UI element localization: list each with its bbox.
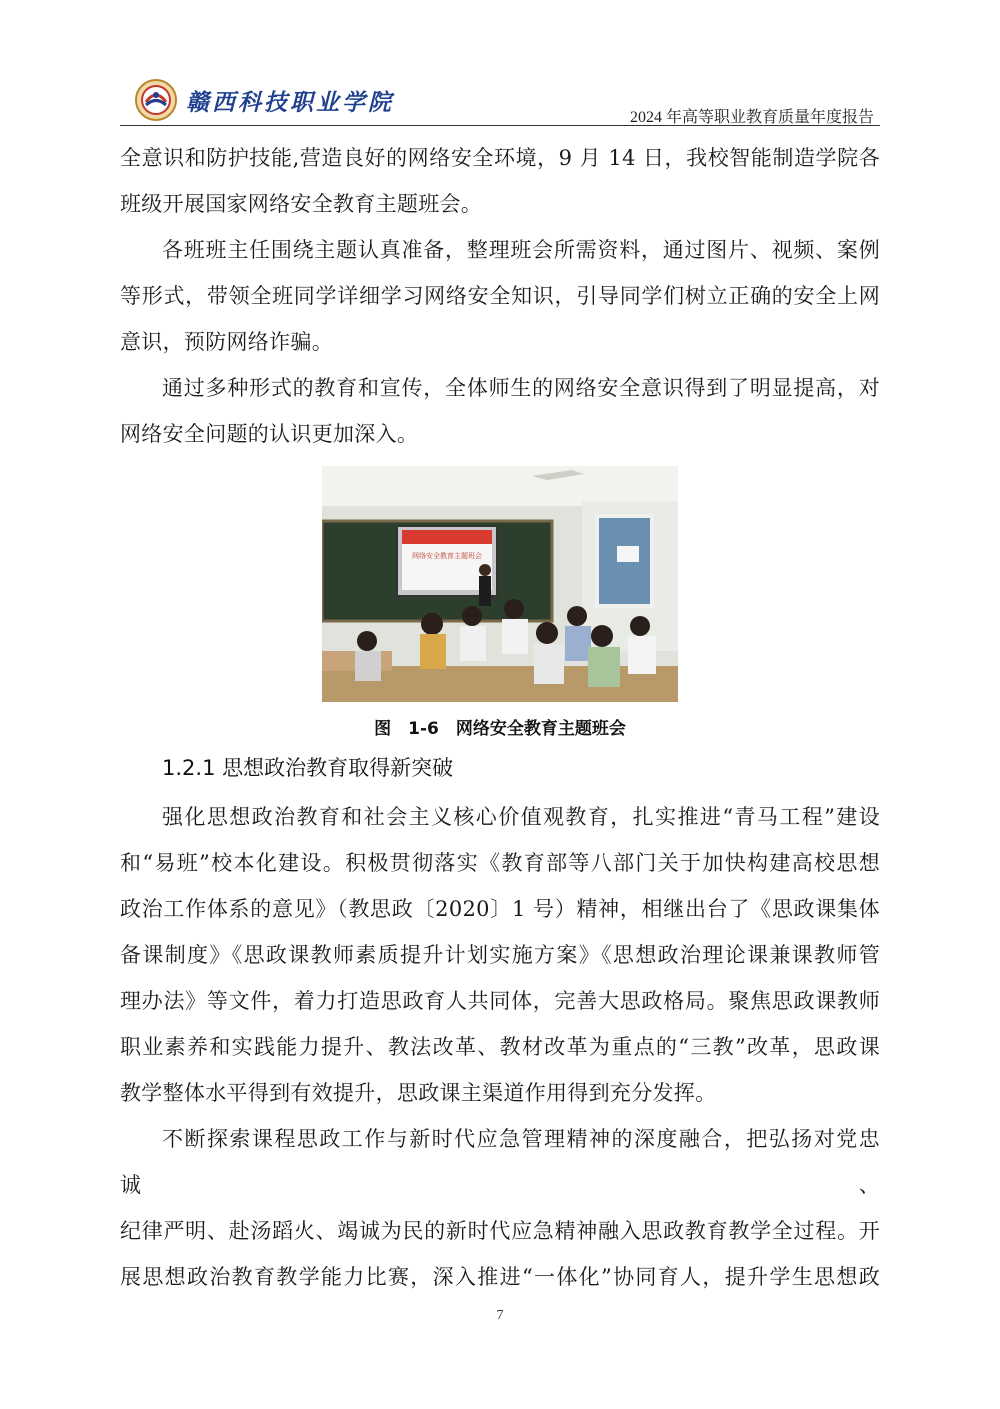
school-emblem-icon <box>134 78 178 122</box>
paragraph-line: 强化思想政治教育和社会主义核心价值观教育，扎实推进“青马工程”建设 <box>162 805 880 829</box>
page-number: 7 <box>496 1308 504 1323</box>
section-heading: 1.2.1 思想政治教育取得新突破 <box>162 756 454 780</box>
paragraph-line: 等形式，带领全班同学详细学习网络安全知识，引导同学们树立正确的安全上网 <box>120 284 880 308</box>
paragraph-line: 备课制度》《思政课教师素质提升计划实施方案》《思想政治理论课兼课教师管 <box>120 943 880 967</box>
screen-title: 网络安全教育主题班会 <box>412 552 482 560</box>
paragraph-line: 纪律严明、赴汤蹈火、竭诚为民的新时代应急精神融入思政教育教学全过程。开 <box>120 1219 880 1243</box>
paragraph-line: 不断探索课程思政工作与新时代应急管理精神的深度融合，把弘扬对党忠诚、 <box>120 1127 880 1197</box>
paragraph-line: 理办法》等文件，着力打造思政育人共同体，完善大思政格局。聚焦思政课教师 <box>120 989 880 1013</box>
paragraph-line: 网络安全问题的认识更加深入。 <box>120 422 419 446</box>
paragraph-line: 展思想政治教育教学能力比赛，深入推进“一体化”协同育人，提升学生思想政 <box>120 1265 880 1289</box>
paragraph-line: 全意识和防护技能,营造良好的网络安全环境，9 月 14 日，我校智能制造学院各 <box>120 146 880 170</box>
paragraph-line: 职业素养和实践能力提升、教法改革、教材改革为重点的“三教”改革，思政课 <box>120 1035 880 1059</box>
classroom-photo <box>322 466 678 702</box>
paragraph-line: 通过多种形式的教育和宣传，全体师生的网络安全意识得到了明显提高，对 <box>162 376 880 400</box>
figure-caption: 图 1-6 网络安全教育主题班会 <box>374 719 626 739</box>
paragraph-line: 各班班主任围绕主题认真准备，整理班会所需资料，通过图片、视频、案例 <box>162 238 880 262</box>
body-text-top <box>120 135 880 457</box>
classroom-illustration <box>322 466 678 702</box>
paragraph-line: 和“易班”校本化建设。积极贯彻落实《教育部等八部门关于加快构建高校思想 <box>120 851 880 875</box>
paragraph-line: 班级开展国家网络安全教育主题班会。 <box>120 192 483 216</box>
paragraph-line: 意识，预防网络诈骗。 <box>120 330 333 354</box>
body-text-bottom <box>120 794 880 1300</box>
header-divider <box>120 125 880 126</box>
page-header <box>120 68 880 126</box>
school-name: 赣西科技职业学院 <box>186 89 394 116</box>
report-title: 2024 年高等职业教育质量年度报告 <box>629 109 874 126</box>
paragraph-line: 政治工作体系的意见》（教思政〔2020〕1 号）精神，相继出台了《思政课集体 <box>120 897 880 921</box>
paragraph-line: 教学整体水平得到有效提升，思政课主渠道作用得到充分发挥。 <box>120 1081 717 1105</box>
